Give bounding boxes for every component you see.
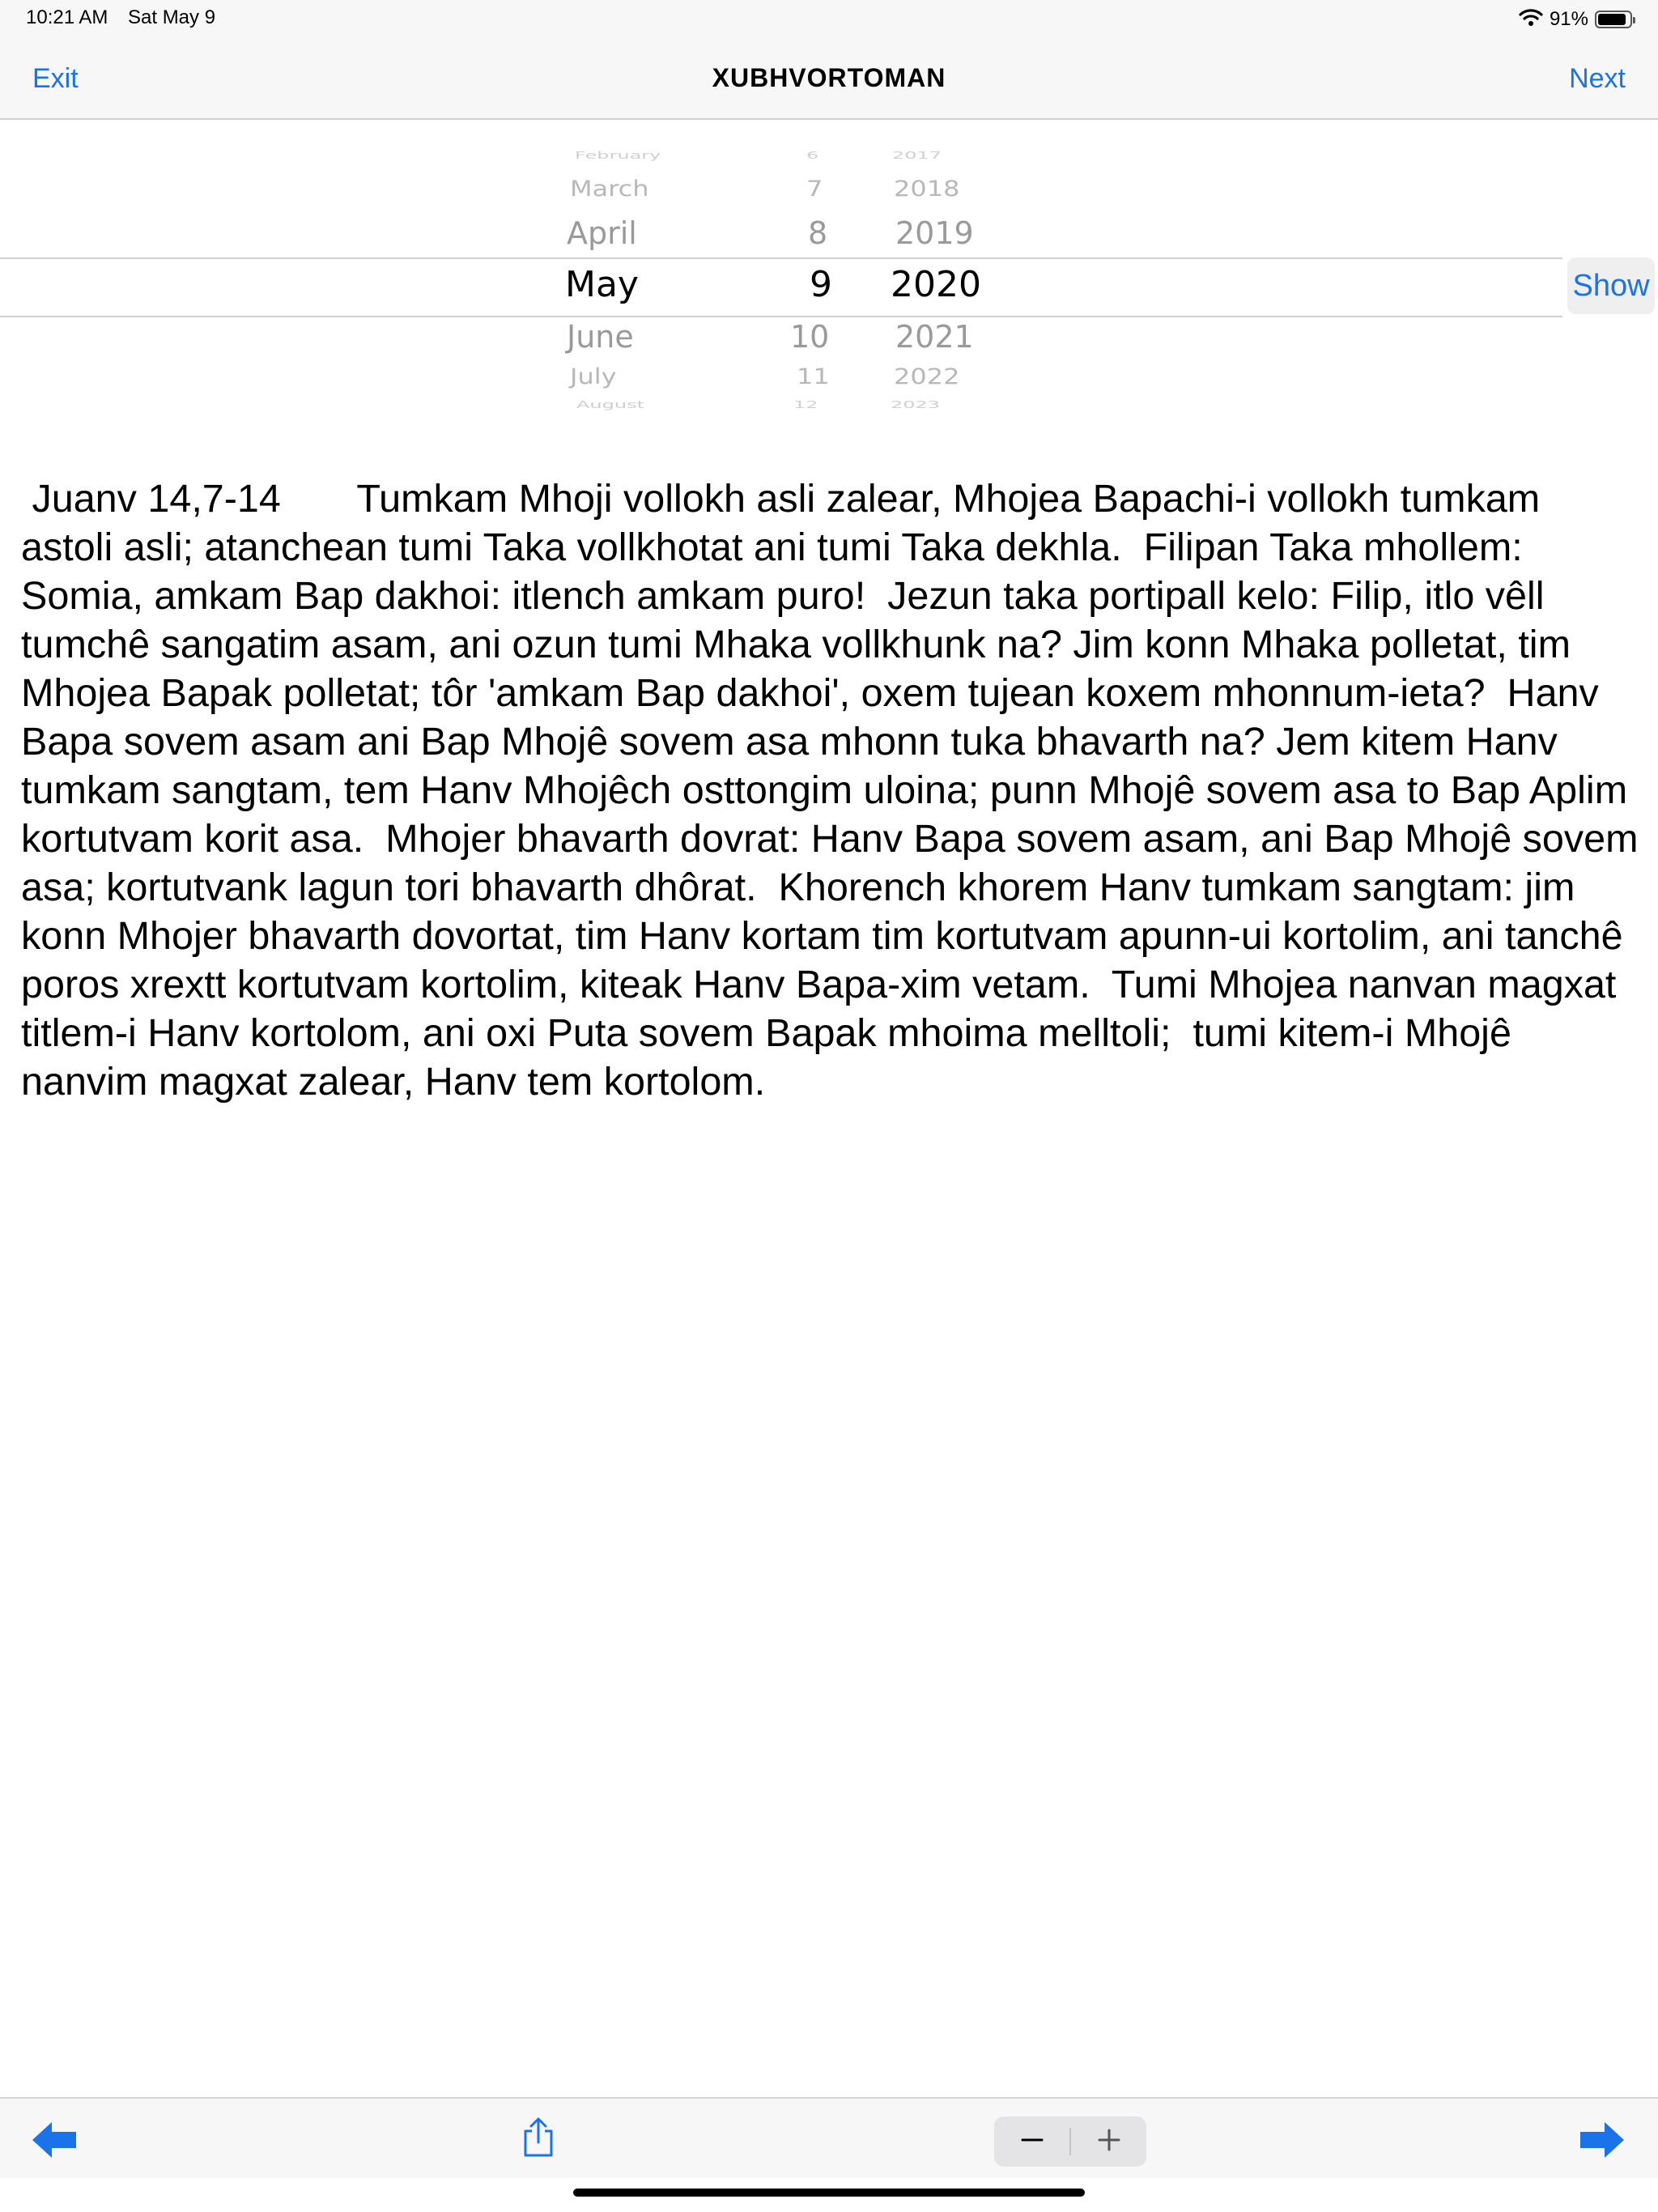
- bottom-toolbar: [0, 2097, 1658, 2178]
- picker-day-option[interactable]: 7: [806, 176, 823, 202]
- picker-month-option[interactable]: June: [567, 319, 634, 355]
- battery-percent: 91%: [1549, 8, 1588, 30]
- plus-icon: [1097, 2128, 1121, 2156]
- picker-year-option[interactable]: 2018: [894, 176, 960, 202]
- picker-month-option[interactable]: April: [567, 215, 637, 251]
- picker-selection-band: [0, 257, 1562, 317]
- picker-day-option[interactable]: 6: [806, 150, 819, 161]
- battery-icon: [1595, 11, 1632, 28]
- wifi-icon: [1519, 7, 1543, 32]
- minus-icon: [1021, 2129, 1044, 2155]
- font-size-stepper: [994, 2116, 1146, 2167]
- picker-day-option[interactable]: 12: [793, 399, 818, 410]
- arrow-right-icon[interactable]: [1579, 2120, 1626, 2164]
- picker-day-option[interactable]: 10: [790, 319, 830, 355]
- picker-month-option[interactable]: March: [570, 176, 649, 202]
- picker-day-selected[interactable]: 9: [810, 264, 832, 305]
- nav-bar: [0, 39, 1658, 120]
- zoom-in-button[interactable]: [1071, 2116, 1146, 2167]
- exit-button[interactable]: Exit: [32, 63, 79, 94]
- battery-level: [1598, 14, 1626, 25]
- picker-year-option[interactable]: 2022: [894, 364, 960, 389]
- picker-year-option[interactable]: 2023: [891, 399, 941, 410]
- home-indicator[interactable]: [573, 2189, 1085, 2197]
- picker-year-option[interactable]: 2017: [892, 150, 942, 161]
- page-title: XUBHVORTOMAN: [712, 63, 946, 92]
- reading-text: Juanv 14,7-14 Tumkam Mhoji vollokh asli zalear, Mhojea Bapachi-i vollokh tumkam astoli asli; atanchean tumi Taka vollkhotat ani tumi Taka dekhla. Filipan Taka mhollem: Somia, amkam Bap dakhoi: itlench amkam puro! Jezun taka portipall kelo: Filip, itlo vêll tumchê sangatim asam, ani ozun tumi Mhaka vollkhunk na? Jim konn Mhaka polletat, tim Mhojea Bapak polletat; tôr 'amkam Bap dakhoi', oxem tujean koxem mhonnum-ieta? Hanv Bapa sovem asam ani Bap Mhojê sovem asa mhonn tuka bhavarth na? Jem kitem Hanv tumkam sangtam, tem Hanv Mhojêch osttongim uloina; punn Mhojê sovem asa to Bap Aplim kortutvam korit asa. Mhojer bhavarth dovrat: Hanv Bapa sovem asam, ani Bap Mhojê sovem asa; kortutvank lagun tori bhavarth dhôrat. Khorench khorem Hanv tumkam sangtam: jim konn Mhojer bhavarth dovortat, tim Hanv kortam tim kortutvam apunn-ui kortolim, ani tanchê poros xrextt kortutvam kortolim, kiteak Hanv Bapa-xim vetam. Tumi Mhojea nanvan magxat titlem-i Hanv kortolom, ani oxi Puta sovem Bapak mhoima melltoli; tumi kitem-i Mhojê nanvim magxat zalear, Hanv tem kortolom.: [21, 477, 1649, 1104]
- picker-month-option[interactable]: July: [570, 364, 617, 389]
- picker-month-selected[interactable]: May: [565, 264, 639, 305]
- battery-nub: [1633, 17, 1635, 23]
- picker-year-option[interactable]: 2019: [895, 215, 974, 251]
- date-picker[interactable]: [0, 121, 1658, 429]
- arrow-left-icon[interactable]: [31, 2120, 78, 2164]
- zoom-out-button[interactable]: [994, 2116, 1069, 2167]
- picker-year-option[interactable]: 2021: [895, 319, 974, 355]
- picker-month-option[interactable]: August: [576, 399, 644, 410]
- picker-day-option[interactable]: 11: [797, 364, 830, 389]
- status-indicators: [1519, 5, 1632, 34]
- show-button[interactable]: Show: [1567, 257, 1655, 314]
- share-icon[interactable]: [521, 2116, 555, 2163]
- status-bar: [0, 0, 1658, 39]
- next-button[interactable]: Next: [1569, 63, 1626, 94]
- picker-month-option[interactable]: February: [575, 150, 661, 161]
- status-time: 10:21 AM: [26, 6, 108, 28]
- picker-day-option[interactable]: 8: [808, 215, 828, 251]
- picker-year-selected[interactable]: 2020: [891, 264, 981, 305]
- status-date: Sat May 9: [128, 6, 216, 28]
